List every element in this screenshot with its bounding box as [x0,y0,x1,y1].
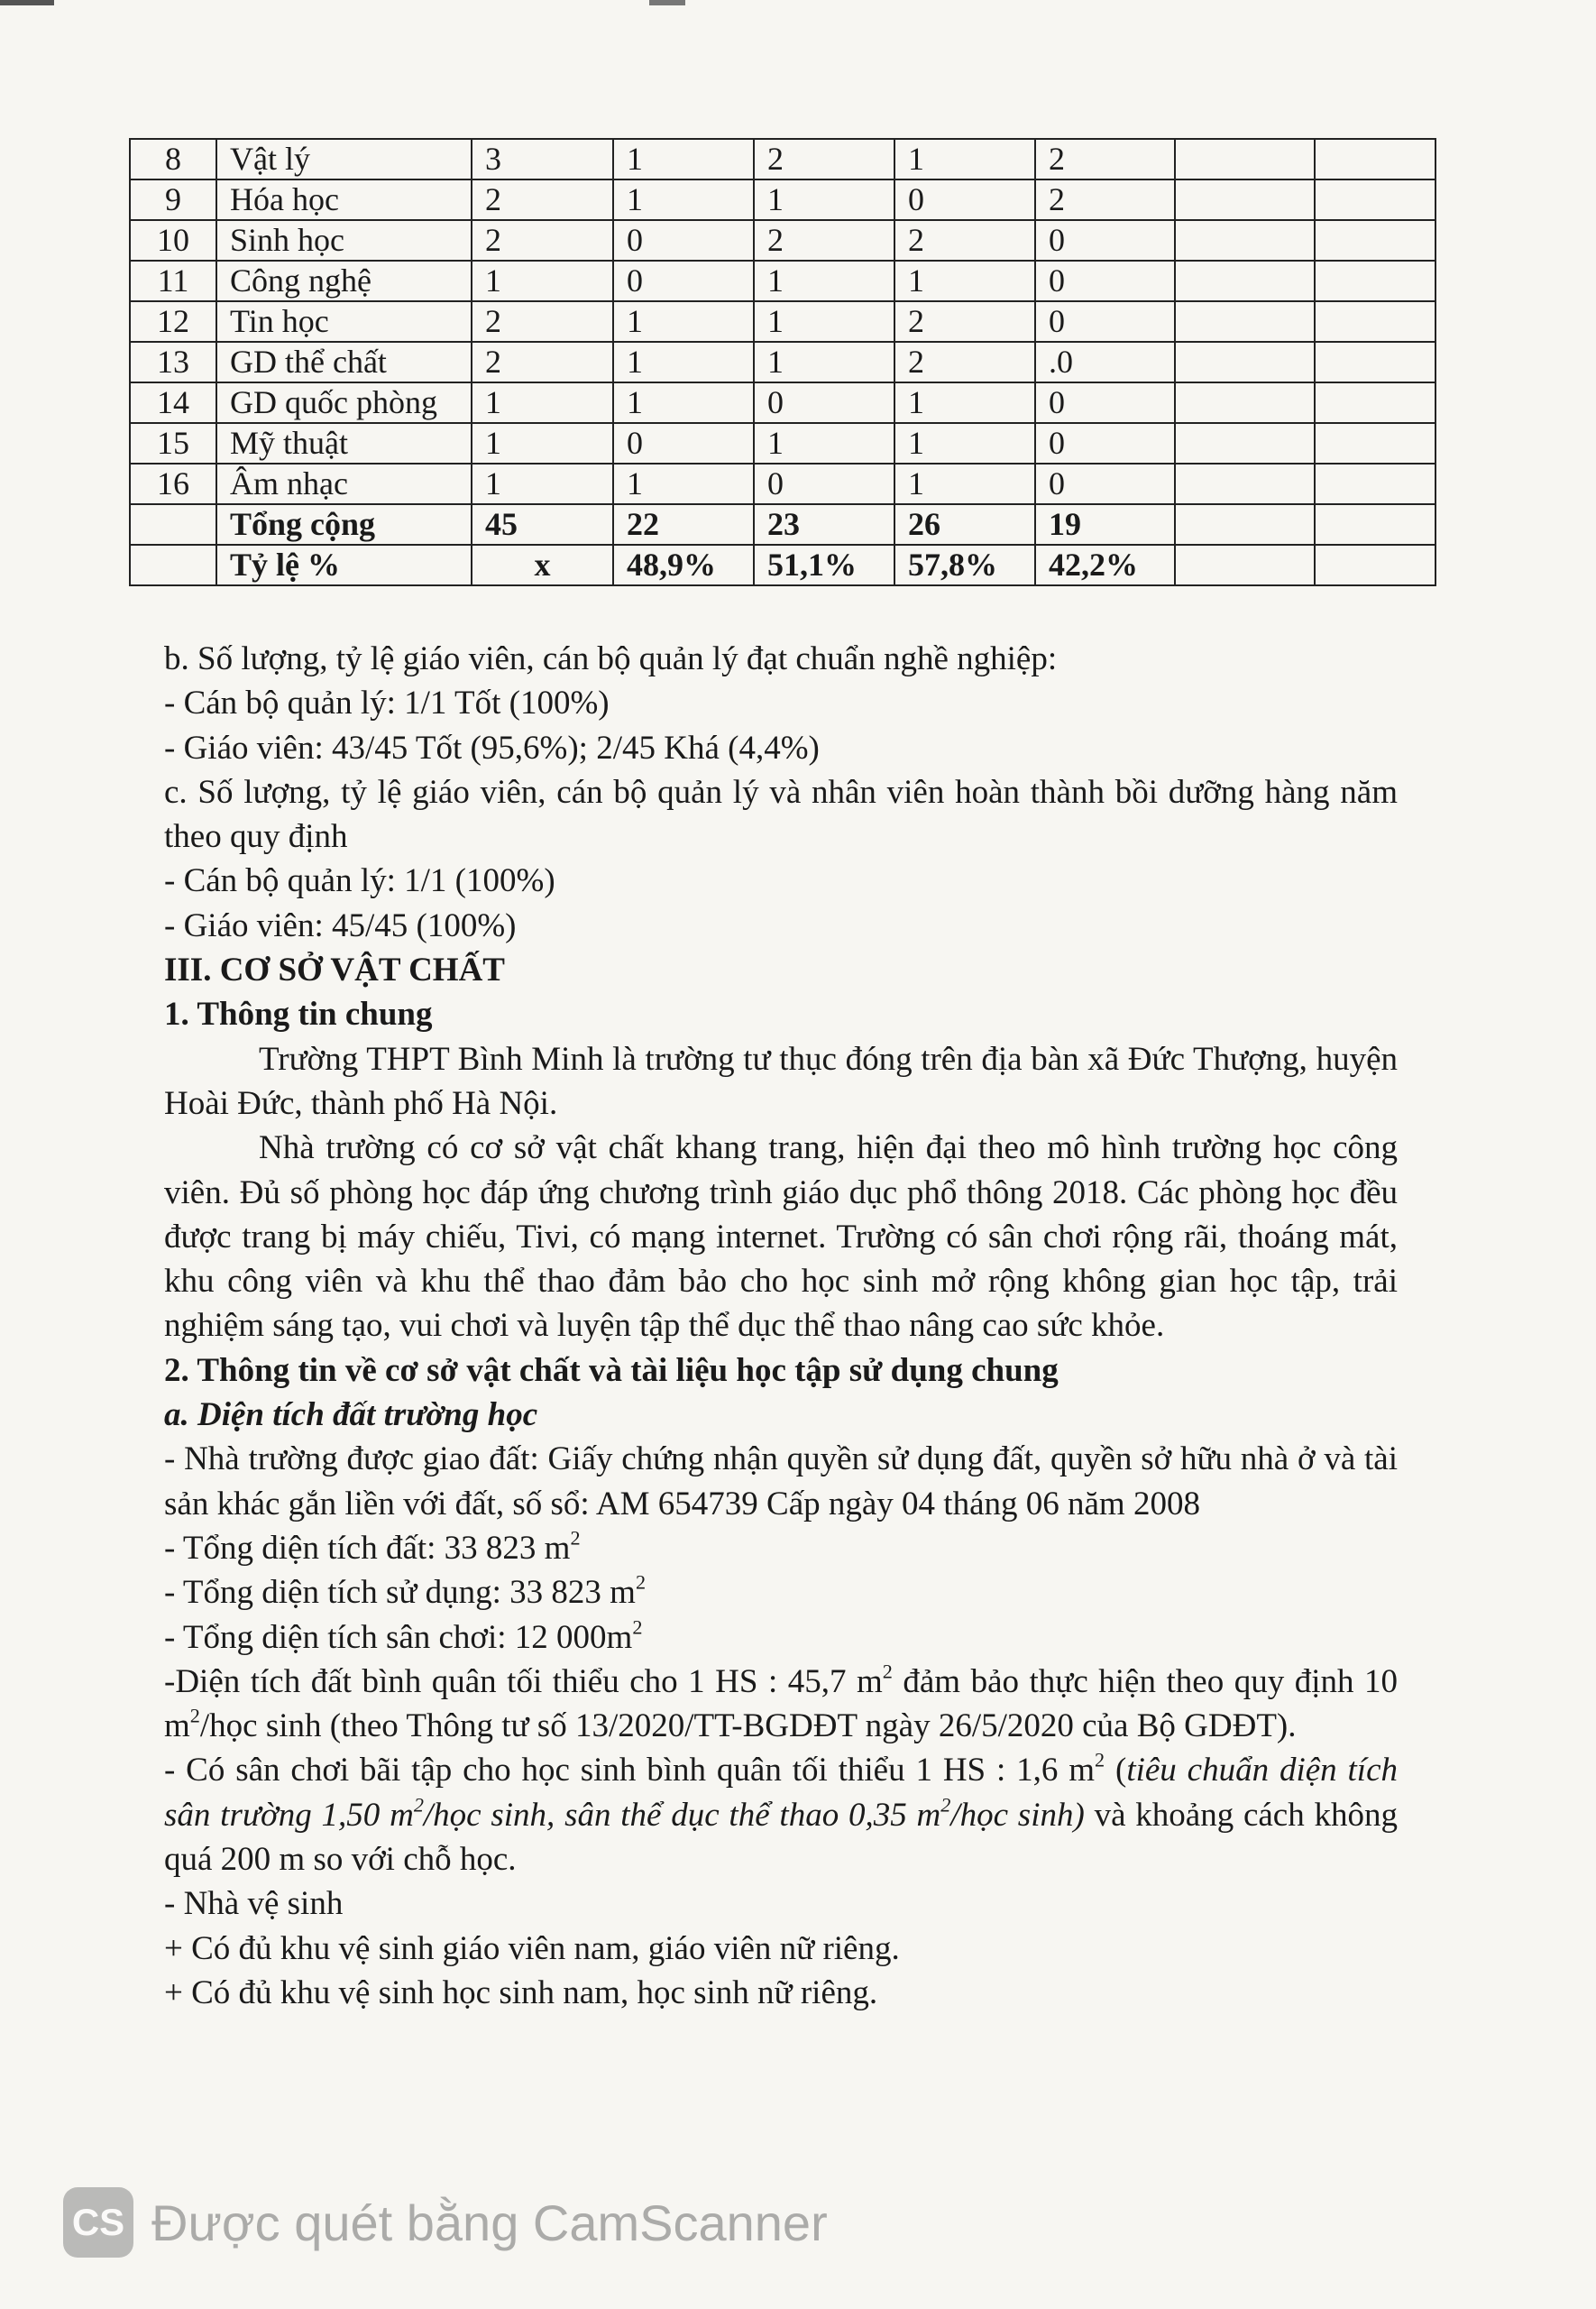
section-b-line-2: - Giáo viên: 43/45 Tốt (95,6%); 2/45 Khá (4,4%) [164,729,820,767]
cell-subject: Hóa học [216,179,472,220]
total-land-area-text: - Tổng diện tích đất: 33 823 m [164,1529,571,1567]
cell-no: 16 [130,464,216,504]
squared-mark: 2 [413,1793,424,1817]
cell-c1: 1 [472,382,613,423]
paragraph-facilities: Nhà trường có cơ sở vật chất khang trang, hiện đại theo mô hình trường học công viên. Đủ số phòng học đáp ứng chương trình giáo dục phổ thông 2018. Các phòng học đều được trang bị máy chiếu, Tivi, có mạng internet. Trường có sân chơi rộng rãi, thoáng mát, khu công viên và khu thể thao đảm bảo cho học sinh mở rộng không gian học tập, trải nghiệm sáng tạo, vui chơi và luyện tập thể dục thể thao nâng cao sức khỏe. [164,1129,1398,1345]
cell-c3: 23 [754,504,894,545]
total-play-area-text: - Tổng diện tích sân chơi: 12 000m [164,1618,633,1656]
land-certificate: - Nhà trường được giao đất: Giấy chứng nhận quyền sử dụng đất, quyền sở hữu nhà ở và tài sản khác gắn liền với đất, số sổ: AM 654739 Cấp ngày 04 tháng 06 năm 2008 [164,1440,1398,1522]
average-land-per-student [164,1660,1398,1749]
avg-text-a: -Diện tích đất bình quân tối thiểu cho 1 HS : 45,7 m [164,1662,883,1700]
section-c-line-2: - Giáo viên: 45/45 (100%) [164,906,517,944]
table-row-total [130,504,1435,545]
cell-c4: 2 [894,220,1035,261]
cell-c3: 1 [754,342,894,382]
cell-c1: 3 [472,139,613,179]
squared-mark: 2 [632,1615,643,1638]
paragraph-school-location: Trường THPT Bình Minh là trường tư thục đóng trên địa bàn xã Đức Thượng, huyện Hoài Đức, thành phố Hà Nội. [164,1040,1398,1122]
scan-edge-line [0,0,1596,5]
cell-c7 [1315,179,1435,220]
cell-c2: 1 [613,179,754,220]
cell-c7 [1315,382,1435,423]
cell-c1: 1 [472,464,613,504]
cell-c4: 2 [894,342,1035,382]
total-land-area [164,1526,1398,1570]
cell-c5: 0 [1035,382,1175,423]
cell-c6 [1175,139,1315,179]
restroom-heading: - Nhà vệ sinh [164,1885,344,1923]
cell-c2: 0 [613,220,754,261]
cell-c5: 0 [1035,220,1175,261]
restroom-students: + Có đủ khu vệ sinh học sinh nam, học sinh nữ riêng. [164,1973,878,2011]
avg-text-c: /học sinh (theo Thông tư số 13/2020/TT-BGDĐT ngày 26/5/2020 của Bộ GDĐT). [199,1707,1297,1745]
table-row [130,220,1435,261]
cell-c6 [1175,464,1315,504]
cell-c1: 2 [472,301,613,342]
cell-no: 11 [130,261,216,301]
cell-c2: 22 [613,504,754,545]
squared-mark: 2 [635,1570,647,1594]
cell-c3: 1 [754,301,894,342]
cell-c6 [1175,423,1315,464]
cell-no: 15 [130,423,216,464]
cell-c4: 1 [894,464,1035,504]
cell-no [130,545,216,585]
table-row [130,464,1435,504]
cell-c1: 2 [472,342,613,382]
cell-c6 [1175,261,1315,301]
cell-c5: .0 [1035,342,1175,382]
cell-c6 [1175,382,1315,423]
section-iii-heading: III. CƠ SỞ VẬT CHẤT [164,952,505,989]
squared-mark: 2 [1095,1748,1105,1771]
subsection-1-heading: 1. Thông tin chung [164,996,433,1034]
cell-c7 [1315,464,1435,504]
table-row-ratio [130,545,1435,585]
cell-no: 14 [130,382,216,423]
cell-subject: Âm nhạc [216,464,472,504]
cell-c4: 0 [894,179,1035,220]
table-row [130,261,1435,301]
cell-c1: 2 [472,179,613,220]
subsection-2a-heading: a. Diện tích đất trường học [164,1396,538,1434]
cell-c3: 1 [754,423,894,464]
cell-c4: 1 [894,382,1035,423]
cell-c3: 0 [754,464,894,504]
avg-text-b: đảm bảo thực hiện theo quy định 10 m [164,1662,1398,1745]
cell-c2: 1 [613,301,754,342]
cell-c2: 1 [613,139,754,179]
table-row [130,179,1435,220]
cell-subject: GD quốc phòng [216,382,472,423]
cell-subject: Sinh học [216,220,472,261]
section-b-heading: b. Số lượng, tỷ lệ giáo viên, cán bộ quản lý đạt chuẩn nghề nghiệp: [164,640,1058,677]
cell-c4: 1 [894,139,1035,179]
cell-c6 [1175,220,1315,261]
cell-c7 [1315,139,1435,179]
table-row [130,423,1435,464]
cell-c4: 1 [894,423,1035,464]
cell-c2: 0 [613,261,754,301]
cell-subject: Công nghệ [216,261,472,301]
cell-c7 [1315,261,1435,301]
cell-no: 10 [130,220,216,261]
cell-c5: 0 [1035,423,1175,464]
cell-c7 [1315,342,1435,382]
cell-c5: 0 [1035,261,1175,301]
cell-c3: 1 [754,261,894,301]
cell-subject: Tin học [216,301,472,342]
cell-c3: 51,1% [754,545,894,585]
cell-c3: 2 [754,139,894,179]
cell-c1: x [472,545,613,585]
cell-subject: Tỷ lệ % [216,545,472,585]
total-play-area [164,1615,1398,1660]
yard-italic-1: tiêu chuẩn diện tích sân trường 1,50 m [164,1752,1398,1834]
cell-c7 [1315,301,1435,342]
yard-italic-2: /học sinh, sân thể dục thể thao 0,35 m [423,1796,941,1834]
cell-c4: 1 [894,261,1035,301]
cell-no: 13 [130,342,216,382]
cell-c4: 26 [894,504,1035,545]
camscanner-logo-icon: CS [63,2187,133,2258]
cell-subject: Vật lý [216,139,472,179]
cell-c5: 42,2% [1035,545,1175,585]
camscanner-text: Được quét bằng CamScanner [151,2194,828,2251]
cell-c7 [1315,504,1435,545]
cell-c5: 0 [1035,301,1175,342]
cell-subject: Mỹ thuật [216,423,472,464]
cell-c1: 1 [472,261,613,301]
squared-mark: 2 [189,1704,200,1727]
document-body [164,637,1398,2015]
cell-c2: 1 [613,464,754,504]
cell-no: 9 [130,179,216,220]
squared-mark: 2 [882,1660,893,1683]
section-b-line-1: - Cán bộ quản lý: 1/1 Tốt (100%) [164,685,610,722]
cell-c5: 2 [1035,179,1175,220]
squared-mark: 2 [940,1793,951,1817]
yard-italic-3: /học sinh) [950,1796,1085,1834]
cell-no: 12 [130,301,216,342]
table-row [130,301,1435,342]
teacher-stats-table [129,138,1436,586]
table-row [130,139,1435,179]
yard-text-a: - Có sân chơi bãi tập cho học sinh bình quân tối thiểu 1 HS : 1,6 m [164,1752,1096,1789]
cell-c2: 1 [613,382,754,423]
cell-c6 [1175,342,1315,382]
table-row [130,342,1435,382]
section-c-heading: c. Số lượng, tỷ lệ giáo viên, cán bộ quản lý và nhân viên hoàn thành bồi dưỡng hàng năm theo quy định [164,773,1398,856]
restroom-teachers: + Có đủ khu vệ sinh giáo viên nam, giáo viên nữ riêng. [164,1929,900,1967]
subsection-2-heading: 2. Thông tin về cơ sở vật chất và tài liệu học tập sử dụng chung [164,1351,1059,1389]
cell-no [130,504,216,545]
squared-mark: 2 [570,1526,581,1550]
yard-text-c: và khoảng cách không quá 200 m so với chỗ học. [164,1796,1399,1879]
cell-c1: 1 [472,423,613,464]
cell-c6 [1175,504,1315,545]
table-row [130,382,1435,423]
cell-c5: 0 [1035,464,1175,504]
camscanner-watermark [63,2187,828,2258]
cell-c6 [1175,179,1315,220]
table-body [130,139,1435,585]
cell-c1: 2 [472,220,613,261]
cell-c3: 0 [754,382,894,423]
cell-c2: 0 [613,423,754,464]
cell-c6 [1175,301,1315,342]
cell-c4: 2 [894,301,1035,342]
section-c-line-1: - Cán bộ quản lý: 1/1 (100%) [164,862,555,900]
cell-c1: 45 [472,504,613,545]
cell-no: 8 [130,139,216,179]
total-used-area [164,1570,1398,1614]
cell-subject: GD thể chất [216,342,472,382]
cell-c6 [1175,545,1315,585]
cell-c3: 2 [754,220,894,261]
cell-subject: Tổng cộng [216,504,472,545]
yard-per-student [164,1748,1398,1881]
cell-c3: 1 [754,179,894,220]
cell-c7 [1315,220,1435,261]
cell-c2: 48,9% [613,545,754,585]
total-used-area-text: - Tổng diện tích sử dụng: 33 823 m [164,1574,636,1612]
cell-c5: 2 [1035,139,1175,179]
cell-c7 [1315,423,1435,464]
cell-c7 [1315,545,1435,585]
cell-c2: 1 [613,342,754,382]
cell-c4: 57,8% [894,545,1035,585]
cell-c5: 19 [1035,504,1175,545]
yard-text-b: ( [1105,1752,1127,1789]
